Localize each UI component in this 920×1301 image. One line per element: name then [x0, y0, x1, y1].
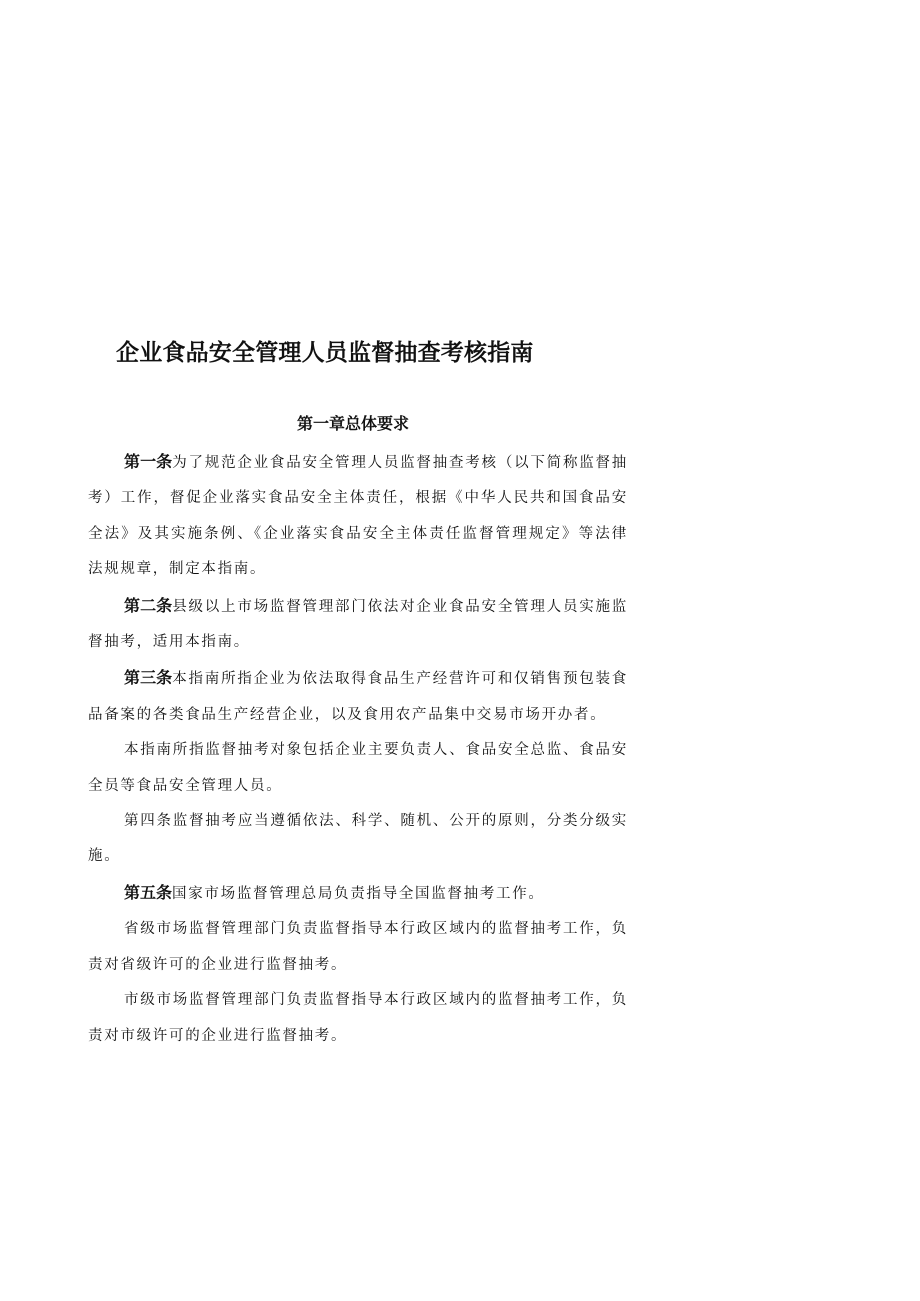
paragraph-text: 省级市场监督管理部门负责监督指导本行政区域内的监督抽考工作，负责对省级许可的企业进行监督抽考。 [88, 921, 628, 973]
paragraph-text: 县级以上市场监督管理部门依法对企业食品安全管理人员实施监督抽考，适用本指南。 [88, 598, 628, 651]
article-5-municipal-paragraph [88, 983, 628, 1054]
document-body [88, 444, 628, 1054]
article-label: 第一条 [124, 452, 173, 471]
paragraph-text: 为了规范企业食品安全管理人员监督抽查考核（以下简称监督抽考）工作，督促企业落实食品安全主体责任，根据《中华人民共和国食品安全法》及其实施条例、《企业落实食品安全主体责任监督管理规定》等法律法规规章，制定本指南。 [88, 455, 628, 578]
article-label: 第二条 [124, 595, 173, 615]
document-title: 企业食品安全管理人员监督抽查考核指南 [116, 340, 534, 366]
paragraph-text: 本指南所指企业为依法取得食品生产经营许可和仅销售预包装食品备案的各类食品生产经营企业，以及食用农产品集中交易市场开办者。 [88, 671, 628, 723]
article-label: 第三条 [124, 668, 173, 688]
article-3-continuation-paragraph [88, 733, 628, 804]
chapter-title: 第一章总体要求 [296, 414, 409, 433]
article-5-paragraph [88, 875, 628, 912]
paragraph-text: 市级市场监督管理部门负责监督指导本行政区域内的监督抽考工作，负责对市级许可的企业进行监督抽考。 [88, 992, 628, 1044]
article-2-paragraph [88, 588, 628, 661]
paragraph-text: 本指南所指监督抽考对象包括企业主要负责人、食品安全总监、食品安全员等食品安全管理人员。 [88, 742, 628, 794]
paragraph-text: 国家市场监督管理总局负责指导全国监督抽考工作。 [172, 885, 545, 902]
article-4-paragraph [88, 804, 628, 875]
article-5-provincial-paragraph [88, 912, 628, 983]
paragraph-text: 第四条监督抽考应当遵循依法、科学、随机、公开的原则，分类分级实施。 [88, 813, 628, 865]
article-1-paragraph [88, 444, 628, 588]
article-3-paragraph [88, 660, 628, 733]
article-label: 第五条 [124, 882, 173, 902]
